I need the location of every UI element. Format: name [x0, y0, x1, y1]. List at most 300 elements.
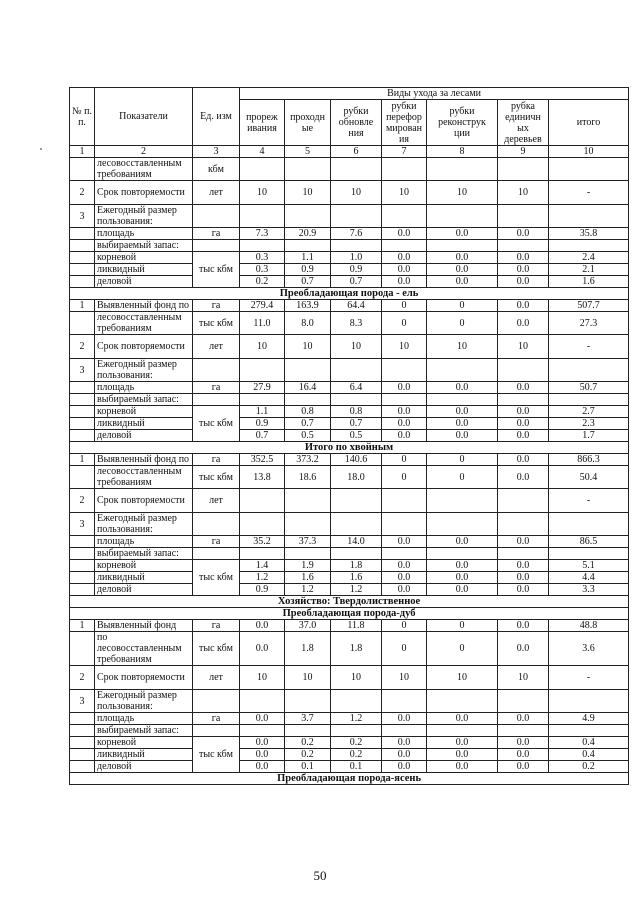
row-value	[285, 489, 331, 513]
row-value: 0.0	[498, 454, 549, 466]
table-row	[70, 252, 629, 264]
row-label: Ежегодный размер пользования:	[95, 513, 193, 536]
table-row	[70, 418, 629, 430]
row-value: 35.8	[549, 228, 629, 240]
row-value: 0.0	[427, 276, 498, 288]
section-title-row	[70, 596, 629, 608]
table-row	[70, 240, 629, 252]
row-value: 0.2	[285, 749, 331, 761]
table-row	[70, 359, 629, 382]
row-unit	[193, 548, 240, 560]
row-value: 0	[382, 466, 427, 489]
row-value: 0	[427, 300, 498, 312]
row-value: 0.0	[427, 749, 498, 761]
row-unit: тыс кбм	[193, 312, 240, 335]
row-value: 0.7	[240, 430, 285, 442]
table-row	[70, 264, 629, 276]
row-value	[427, 240, 498, 252]
row-label: лесовосставленным требованиям	[95, 158, 193, 181]
row-number: 3	[70, 513, 95, 536]
row-label: выбираемый запас:	[95, 240, 193, 252]
row-number	[70, 466, 95, 489]
table-row	[70, 454, 629, 466]
row-value: 0.0	[382, 228, 427, 240]
row-value: 0.0	[498, 228, 549, 240]
row-value: 0	[382, 300, 427, 312]
row-value: 10	[427, 335, 498, 359]
row-value: 352.5	[240, 454, 285, 466]
row-value: 373.2	[285, 454, 331, 466]
page-number: 50	[313, 868, 327, 883]
row-value: -	[549, 489, 629, 513]
row-value: 10	[382, 666, 427, 690]
row-value: 10	[285, 181, 331, 205]
row-label: корневой	[95, 252, 193, 264]
row-value	[549, 513, 629, 536]
table-row	[70, 276, 629, 288]
row-number: 3	[70, 359, 95, 382]
row-value: 0.0	[498, 560, 549, 572]
row-value: 1.4	[240, 560, 285, 572]
row-number: 1	[70, 300, 95, 312]
row-number	[70, 158, 95, 181]
header-col: прореж ивания	[240, 100, 285, 146]
row-value: 0.0	[498, 536, 549, 548]
row-value: 0.0	[498, 418, 549, 430]
row-value: 0.0	[427, 382, 498, 394]
row-value: 0.3	[240, 264, 285, 276]
table-row	[70, 560, 629, 572]
row-value: 0	[382, 632, 427, 666]
row-number	[70, 737, 95, 749]
row-value	[498, 690, 549, 713]
row-value: 0.0	[427, 228, 498, 240]
row-label: выбираемый запас:	[95, 725, 193, 737]
row-value: 48.8	[549, 620, 629, 632]
header-indicator: Показатели	[95, 88, 193, 146]
row-value: 7.6	[331, 228, 382, 240]
row-number	[70, 430, 95, 442]
row-value	[285, 394, 331, 406]
row-value: 0.0	[382, 584, 427, 596]
row-number	[70, 572, 95, 584]
table-row	[70, 713, 629, 725]
col-number: 4	[240, 146, 285, 158]
row-value: 0.0	[382, 252, 427, 264]
row-value: 1.1	[285, 252, 331, 264]
row-value	[285, 725, 331, 737]
row-label: корневой	[95, 560, 193, 572]
row-label: площадь	[95, 382, 193, 394]
row-value: 8.3	[331, 312, 382, 335]
row-value: 3.3	[549, 584, 629, 596]
row-value: 7.3	[240, 228, 285, 240]
row-value: 0.5	[331, 430, 382, 442]
row-number: 3	[70, 205, 95, 228]
row-value	[549, 359, 629, 382]
row-label: ликвидный	[95, 418, 193, 430]
table-row	[70, 205, 629, 228]
row-unit: га	[193, 382, 240, 394]
row-number	[70, 312, 95, 335]
row-value: 0.8	[285, 406, 331, 418]
row-value: 3.6	[549, 632, 629, 666]
col-number: 5	[285, 146, 331, 158]
table-row	[70, 620, 629, 632]
row-value: 1.6	[331, 572, 382, 584]
row-value	[285, 513, 331, 536]
row-unit: га	[193, 300, 240, 312]
row-value: 1.8	[331, 560, 382, 572]
row-number	[70, 761, 95, 773]
row-value	[240, 548, 285, 560]
row-value: 0.0	[382, 430, 427, 442]
row-value	[240, 725, 285, 737]
row-value: 0.0	[498, 572, 549, 584]
row-value: 0.0	[382, 560, 427, 572]
table-row	[70, 632, 629, 666]
header-col: рубка единичн ых деревьев	[498, 100, 549, 146]
row-value	[427, 725, 498, 737]
row-value	[240, 513, 285, 536]
row-label: Выявленный фонд	[95, 620, 193, 632]
row-number: 2	[70, 489, 95, 513]
row-value: 0.0	[498, 406, 549, 418]
row-number	[70, 252, 95, 264]
row-value: 0.0	[498, 312, 549, 335]
header-col: рубки реконструк ции	[427, 100, 498, 146]
row-unit: лет	[193, 181, 240, 205]
row-label: деловой	[95, 761, 193, 773]
row-value: 1.2	[285, 584, 331, 596]
section-title-row	[70, 773, 629, 785]
table-row	[70, 761, 629, 773]
row-value: 0.2	[285, 737, 331, 749]
row-value: 0	[427, 466, 498, 489]
row-unit	[193, 359, 240, 382]
row-label: Выявленный фонд по	[95, 300, 193, 312]
row-value	[549, 725, 629, 737]
row-unit: тыс кбм	[193, 406, 240, 442]
header-group: Виды ухода за лесами	[240, 88, 629, 100]
row-value: 86.5	[549, 536, 629, 548]
row-value: 0.0	[427, 536, 498, 548]
row-value: 1.1	[240, 406, 285, 418]
row-number	[70, 382, 95, 394]
row-value	[331, 725, 382, 737]
row-value	[382, 240, 427, 252]
col-number: 7	[382, 146, 427, 158]
row-value	[382, 489, 427, 513]
row-value: 1.2	[240, 572, 285, 584]
row-unit	[193, 725, 240, 737]
row-label: Срок повторяемости	[95, 666, 193, 690]
row-unit: га	[193, 620, 240, 632]
header-numbers-row	[70, 146, 629, 158]
row-value	[498, 548, 549, 560]
row-number: 2	[70, 181, 95, 205]
row-value	[498, 240, 549, 252]
row-unit: га	[193, 713, 240, 725]
row-value: 11.8	[331, 620, 382, 632]
section-title: Преобладающая порода-ясень	[70, 773, 629, 785]
row-value: 0.0	[498, 300, 549, 312]
section-title-row	[70, 608, 629, 620]
row-unit: лет	[193, 666, 240, 690]
header-col: рубки обновле ния	[331, 100, 382, 146]
row-label: ликвидный	[95, 749, 193, 761]
row-value: 0.0	[382, 264, 427, 276]
row-value	[498, 513, 549, 536]
row-number	[70, 713, 95, 725]
row-unit	[193, 205, 240, 228]
row-value	[382, 205, 427, 228]
row-number	[70, 394, 95, 406]
row-number: 1	[70, 620, 95, 632]
row-number	[70, 632, 95, 666]
row-value: 0.9	[285, 264, 331, 276]
row-value	[427, 158, 498, 181]
row-value: 0.0	[427, 572, 498, 584]
row-number	[70, 725, 95, 737]
row-value: 10	[382, 335, 427, 359]
row-value	[331, 548, 382, 560]
row-value	[382, 158, 427, 181]
row-value: 10	[331, 181, 382, 205]
row-value	[240, 205, 285, 228]
row-value: 0.2	[240, 276, 285, 288]
row-value: 0.0	[240, 713, 285, 725]
row-value	[549, 158, 629, 181]
row-unit: лет	[193, 335, 240, 359]
table-row	[70, 382, 629, 394]
row-value	[549, 240, 629, 252]
row-value: 0.0	[498, 264, 549, 276]
row-number	[70, 228, 95, 240]
table-row	[70, 181, 629, 205]
header-col: итого	[549, 100, 629, 146]
table-row	[70, 406, 629, 418]
row-value: 3.7	[285, 713, 331, 725]
row-label: площадь	[95, 228, 193, 240]
row-value: 10	[331, 666, 382, 690]
row-value: 0.9	[240, 418, 285, 430]
row-value	[427, 359, 498, 382]
row-value	[498, 725, 549, 737]
row-value: 140.6	[331, 454, 382, 466]
row-value: 0.0	[427, 430, 498, 442]
row-value	[331, 158, 382, 181]
row-label: Ежегодный размер пользования:	[95, 205, 193, 228]
row-value: 10	[498, 335, 549, 359]
row-unit: кбм	[193, 158, 240, 181]
row-value: 0.0	[498, 430, 549, 442]
row-number	[70, 749, 95, 761]
row-value	[427, 205, 498, 228]
row-value: 10	[498, 181, 549, 205]
section-title: Преобладающая порода-дуб	[70, 608, 629, 620]
row-value: 4.4	[549, 572, 629, 584]
row-value: 1.8	[331, 632, 382, 666]
row-value: 10	[331, 335, 382, 359]
table-row	[70, 584, 629, 596]
row-unit: га	[193, 228, 240, 240]
row-value	[331, 359, 382, 382]
row-value: 11.0	[240, 312, 285, 335]
row-value	[240, 240, 285, 252]
row-value	[498, 489, 549, 513]
row-value: 8.0	[285, 312, 331, 335]
row-value: 0.0	[382, 572, 427, 584]
row-value: 866.3	[549, 454, 629, 466]
row-value: 18.6	[285, 466, 331, 489]
row-value	[427, 548, 498, 560]
row-value: 37.0	[285, 620, 331, 632]
row-value: 0.9	[240, 584, 285, 596]
row-value: 4.9	[549, 713, 629, 725]
row-number: 1	[70, 454, 95, 466]
row-value: 0.3	[240, 252, 285, 264]
row-value: 50.7	[549, 382, 629, 394]
row-value: 1.6	[285, 572, 331, 584]
table-row	[70, 466, 629, 489]
row-label: ликвидный	[95, 572, 193, 584]
row-label: Срок повторяемости	[95, 181, 193, 205]
row-number	[70, 418, 95, 430]
row-value: 50.4	[549, 466, 629, 489]
col-number: 9	[498, 146, 549, 158]
col-number: 8	[427, 146, 498, 158]
row-value: 0.4	[549, 737, 629, 749]
row-label: корневой	[95, 737, 193, 749]
col-number: 6	[331, 146, 382, 158]
row-value	[285, 205, 331, 228]
row-value: 20.9	[285, 228, 331, 240]
row-value: 10	[498, 666, 549, 690]
row-unit	[193, 240, 240, 252]
row-value: 0.0	[382, 737, 427, 749]
row-value	[285, 690, 331, 713]
row-number	[70, 240, 95, 252]
row-value: 0.0	[382, 406, 427, 418]
row-value	[240, 359, 285, 382]
row-value: 10	[240, 181, 285, 205]
row-value: 0.0	[240, 737, 285, 749]
row-value: 2.1	[549, 264, 629, 276]
row-unit: тыс кбм	[193, 560, 240, 596]
row-value: 0.0	[498, 252, 549, 264]
row-value: 0.7	[285, 276, 331, 288]
section-title: Хозяйство: Твердолиственное	[70, 596, 629, 608]
row-value: 2.4	[549, 252, 629, 264]
row-label: по лесовосставленным требованиям	[95, 632, 193, 666]
row-value: -	[549, 335, 629, 359]
row-value: 163.9	[285, 300, 331, 312]
row-value	[382, 548, 427, 560]
row-value: 0.0	[427, 252, 498, 264]
row-value	[427, 394, 498, 406]
row-value	[240, 394, 285, 406]
row-value	[331, 394, 382, 406]
row-value	[549, 394, 629, 406]
row-value: 0.2	[331, 749, 382, 761]
table-row	[70, 430, 629, 442]
row-value: 10	[382, 181, 427, 205]
row-number: 3	[70, 690, 95, 713]
row-value: 18.0	[331, 466, 382, 489]
row-value: 14.0	[331, 536, 382, 548]
row-value: 0.0	[382, 749, 427, 761]
table-row	[70, 300, 629, 312]
row-label: деловой	[95, 584, 193, 596]
row-value: 0.0	[382, 761, 427, 773]
row-value: 5.1	[549, 560, 629, 572]
section-title-row	[70, 288, 629, 300]
row-value	[331, 690, 382, 713]
row-value: 0.0	[427, 560, 498, 572]
row-label: Ежегодный размер пользования:	[95, 690, 193, 713]
row-value: 0.0	[498, 632, 549, 666]
row-value	[498, 205, 549, 228]
col-number: 3	[193, 146, 240, 158]
row-value	[427, 513, 498, 536]
row-value: 0.0	[427, 761, 498, 773]
row-value: 0.0	[498, 761, 549, 773]
row-value: 0.2	[331, 737, 382, 749]
row-value	[285, 240, 331, 252]
row-value: 0.1	[331, 761, 382, 773]
row-value	[240, 489, 285, 513]
row-value	[382, 725, 427, 737]
row-number: 2	[70, 666, 95, 690]
row-value: 0.0	[427, 584, 498, 596]
row-value: 0.0	[498, 466, 549, 489]
row-value: -	[549, 666, 629, 690]
row-value: 1.7	[549, 430, 629, 442]
row-label: выбираемый запас:	[95, 548, 193, 560]
row-value: -	[549, 181, 629, 205]
row-value	[382, 513, 427, 536]
header-col: рубки перефор мирован ия	[382, 100, 427, 146]
row-value: 0	[382, 312, 427, 335]
row-unit	[193, 513, 240, 536]
row-value: 507.7	[549, 300, 629, 312]
row-label: выбираемый запас:	[95, 394, 193, 406]
row-value: 13.8	[240, 466, 285, 489]
table-row	[70, 737, 629, 749]
row-unit: лет	[193, 489, 240, 513]
row-value: 10	[427, 181, 498, 205]
row-value: 0	[427, 632, 498, 666]
row-value: 10	[285, 666, 331, 690]
row-label: деловой	[95, 276, 193, 288]
row-label: лесовосставленным требованиям	[95, 466, 193, 489]
row-value: 35.2	[240, 536, 285, 548]
row-value: 0.0	[240, 749, 285, 761]
table-row	[70, 228, 629, 240]
row-value: 0.0	[382, 276, 427, 288]
table-row	[70, 690, 629, 713]
table-row	[70, 312, 629, 335]
row-value: 10	[427, 666, 498, 690]
row-value: 0	[382, 454, 427, 466]
row-value: 0.0	[240, 620, 285, 632]
row-value: 16.4	[285, 382, 331, 394]
row-label: Ежегодный размер пользования:	[95, 359, 193, 382]
row-value: 1.8	[285, 632, 331, 666]
row-unit: тыс кбм	[193, 252, 240, 288]
row-value: 0.0	[427, 264, 498, 276]
